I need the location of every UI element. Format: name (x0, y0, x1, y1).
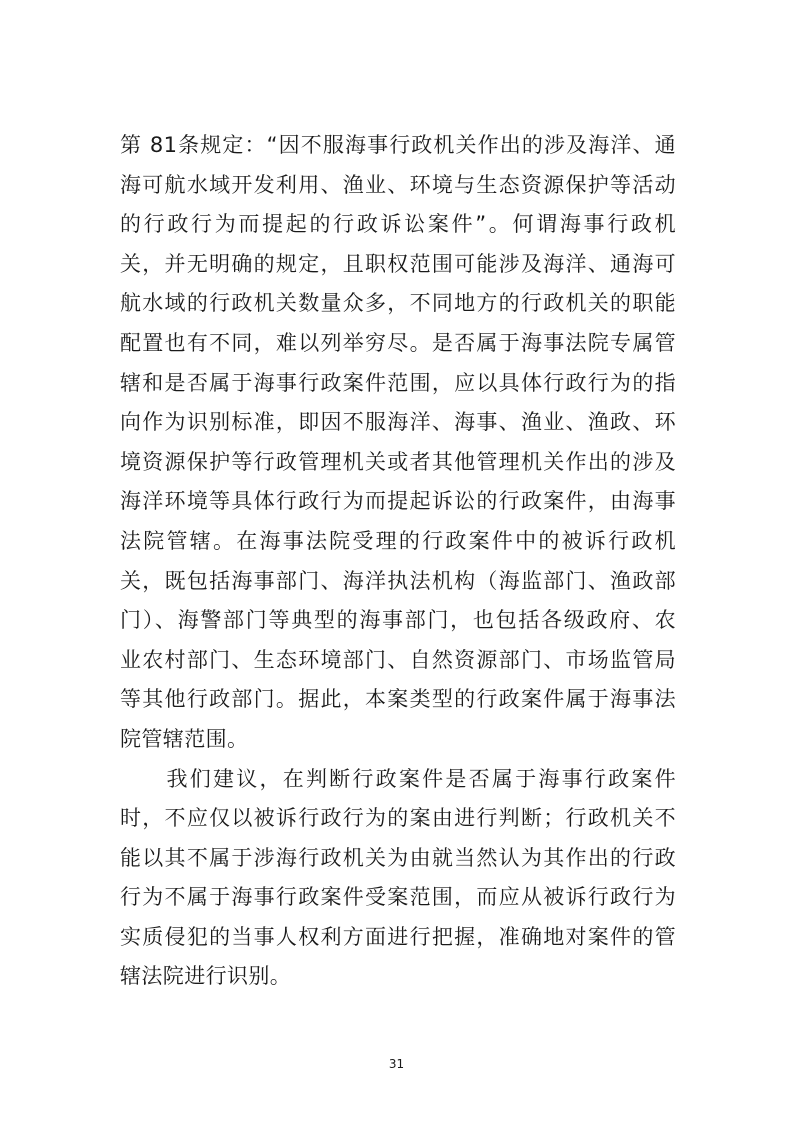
text-line: 法院管辖。在海事法院受理的行政案件中的被诉行政机 (120, 528, 676, 553)
text-line: 海洋环境等具体行政行为而提起诉讼的行政案件，由海事 (120, 489, 676, 514)
body-text (120, 126, 676, 997)
text-line: 辖法院进行识别。 (120, 964, 292, 989)
text-line: 我们建议，在判断行政案件是否属于海事行政案件 (120, 766, 676, 791)
text-line: 的行政行为而提起的行政诉讼案件”。何谓海事行政机 (120, 212, 676, 237)
text-line: 行为不属于海事行政案件受案范围，而应从被诉行政行为 (120, 885, 676, 910)
paragraph-2 (120, 760, 676, 998)
text-line: 配置也有不同，难以列举穷尽。是否属于海事法院专属管 (120, 330, 676, 355)
paragraph-1 (120, 126, 676, 760)
text-line: 实质侵犯的当事人权利方面进行把握，准确地对案件的管 (120, 924, 676, 949)
text-line: 时，不应仅以被诉行政行为的案由进行判断；行政机关不 (120, 806, 676, 831)
text-line: 航水域的行政机关数量众多，不同地方的行政机关的职能 (120, 291, 676, 316)
text-line: 门）、海警部门等典型的海事部门，也包括各级政府、农 (120, 608, 676, 633)
text-line: 能以其不属于涉海行政机关为由就当然认为其作出的行政 (120, 845, 676, 870)
text-line: 第 81条规定：“因不服海事行政机关作出的涉及海洋、通 (120, 133, 676, 157)
text-line: 业农村部门、生态环境部门、自然资源部门、市场监管局 (120, 647, 676, 672)
text-line: 向作为识别标准，即因不服海洋、海事、渔业、渔政、环 (120, 410, 676, 435)
text-line: 关，既包括海事部门、海洋执法机构（海监部门、渔政部 (120, 568, 676, 593)
text-line: 境资源保护等行政管理机关或者其他管理机关作出的涉及 (120, 449, 676, 474)
text-line: 辖和是否属于海事行政案件范围，应以具体行政行为的指 (120, 370, 676, 395)
text-line: 等其他行政部门。据此，本案类型的行政案件属于海事法 (120, 687, 676, 712)
page-number: 31 (388, 1057, 405, 1071)
text-line: 海可航水域开发利用、渔业、环境与生态资源保护等活动 (120, 172, 676, 197)
text-line: 关，并无明确的规定，且职权范围可能涉及海洋、通海可 (120, 251, 676, 276)
text-line: 院管辖范围。 (120, 726, 249, 751)
